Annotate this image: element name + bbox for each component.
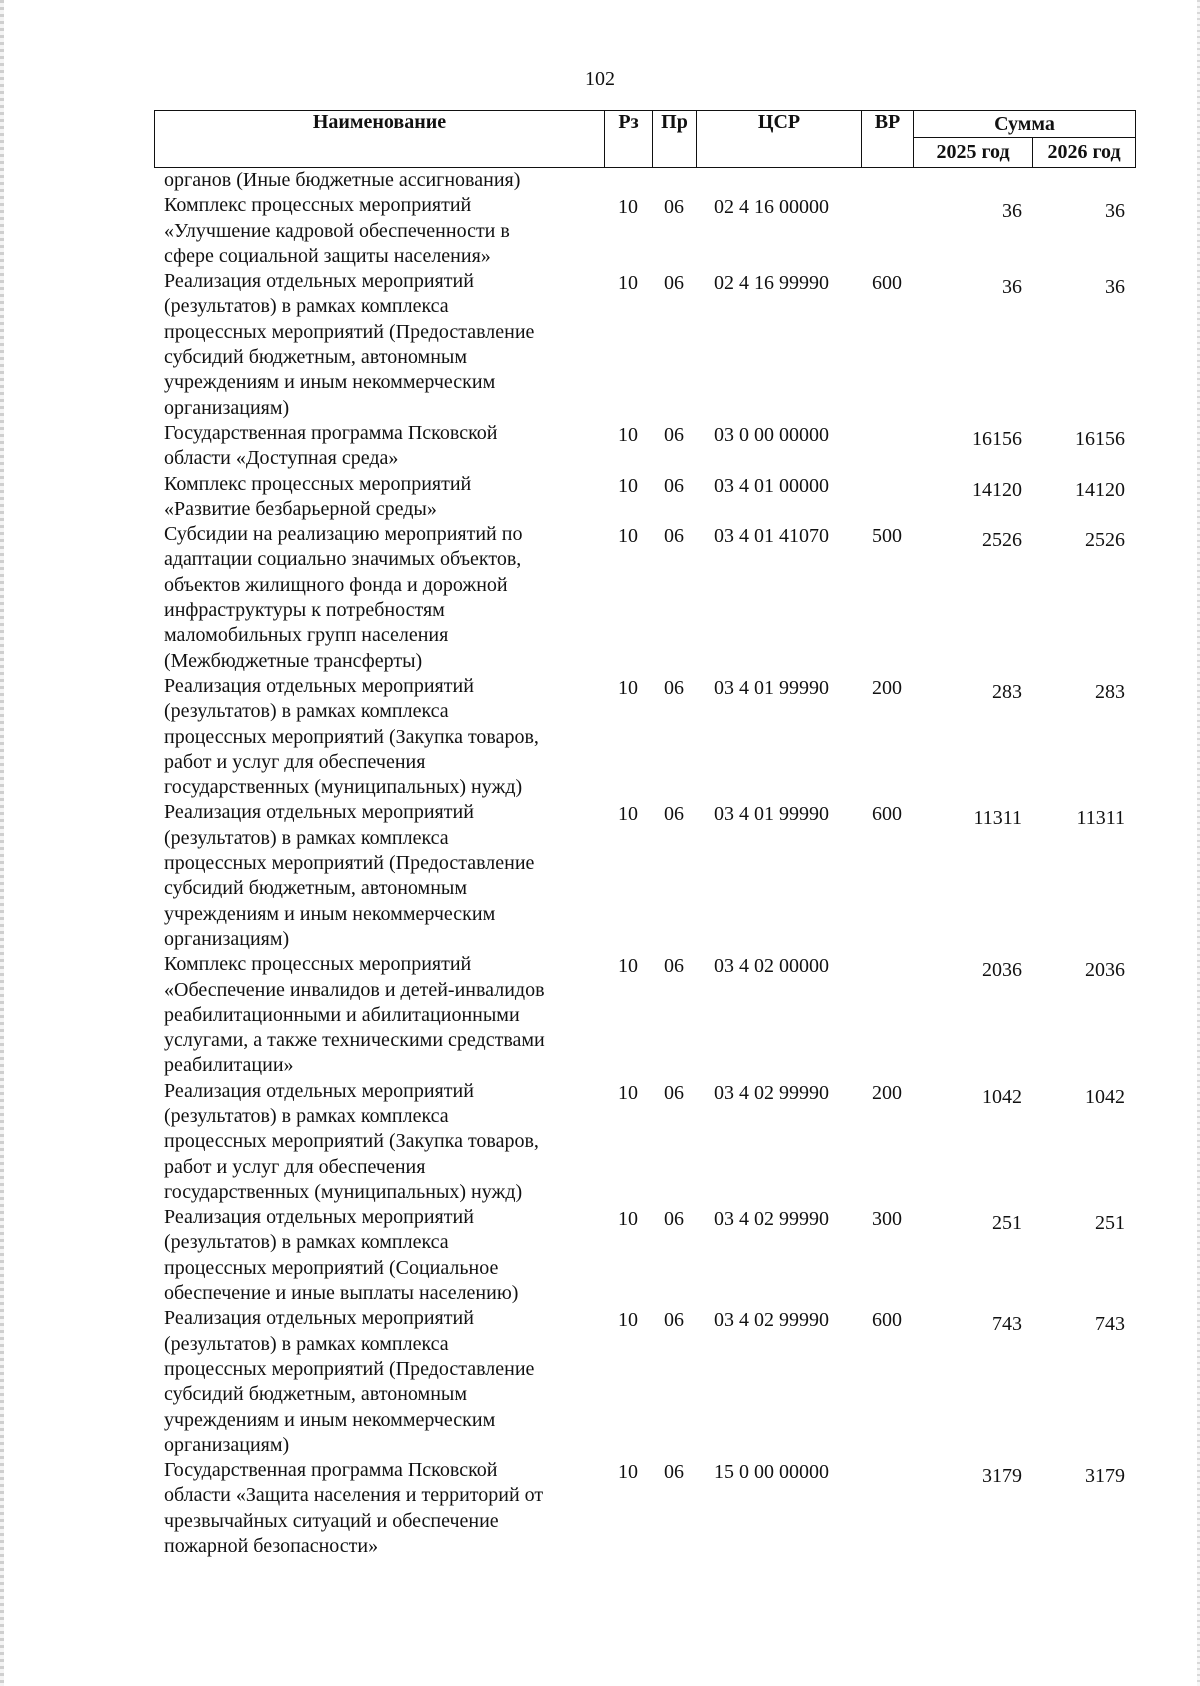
row-sum-2026: 283 — [1095, 680, 1125, 703]
row-rz: 10 — [618, 1309, 638, 1332]
row-name-line: организациям) — [164, 1433, 290, 1456]
row-sum-2025: 36 — [1002, 276, 1022, 299]
row-sum-2026: 2526 — [1085, 529, 1125, 552]
row-rz: 10 — [618, 1081, 638, 1104]
header-vr: ВР — [862, 111, 914, 168]
row-name-line: процессных мероприятий (Закупка товаров, — [164, 725, 539, 748]
table-row — [154, 674, 1135, 800]
row-pr: 06 — [664, 474, 684, 497]
row-name-line: Реализация отдельных мероприятий — [164, 674, 474, 697]
row-rz: 10 — [618, 803, 638, 826]
row-name — [154, 1458, 604, 1559]
row-name — [154, 421, 604, 472]
table-row — [154, 522, 1135, 674]
row-pr: 06 — [664, 1081, 684, 1104]
header-rz: Рз — [605, 111, 653, 168]
row-name-line: Реализация отдельных мероприятий — [164, 801, 474, 824]
row-name-line: организациям) — [164, 927, 290, 950]
row-name-line: субсидий бюджетным, автономным — [164, 877, 468, 900]
row-name-line: (Межбюджетные трансферты) — [164, 649, 423, 672]
row-csr: 03 4 02 99990 — [714, 1208, 829, 1231]
row-name-line: работ и услуг для обеспечения — [164, 1155, 426, 1178]
row-vr — [861, 472, 913, 523]
row-name-line: области «Доступная среда» — [164, 447, 399, 470]
row-csr: 03 4 01 00000 — [714, 474, 829, 497]
row-vr: 300 — [872, 1208, 902, 1231]
row-name-line: области «Защита населения и территорий от — [164, 1484, 544, 1507]
row-sum-2026: 16156 — [1075, 427, 1125, 450]
row-name-line: процессных мероприятий (Предоставление — [164, 852, 535, 875]
table-row — [154, 421, 1135, 472]
row-pr: 06 — [664, 525, 684, 548]
row-name-line: учреждениям и иным некоммерческим — [164, 371, 496, 394]
row-sum-2025: 16156 — [972, 427, 1022, 450]
row-rz — [604, 168, 652, 193]
row-vr: 200 — [872, 676, 902, 699]
row-name — [154, 1205, 604, 1306]
row-sum-2026: 11311 — [1076, 807, 1125, 830]
row-sum-2026: 1042 — [1085, 1085, 1125, 1108]
row-csr: 03 0 00 00000 — [714, 423, 829, 446]
row-pr: 06 — [664, 803, 684, 826]
header-pr: Пр — [653, 111, 697, 168]
row-name-line: «Развитие безбарьерной среды» — [164, 497, 437, 520]
row-vr: 600 — [872, 803, 902, 826]
table-row — [154, 168, 1135, 193]
row-vr: 200 — [872, 1081, 902, 1104]
row-name-line: процессных мероприятий (Предоставление — [164, 1357, 535, 1380]
row-vr — [861, 952, 913, 1078]
table-row — [154, 193, 1135, 269]
row-name-line: органов (Иные бюджетные ассигнования) — [164, 169, 521, 191]
row-name — [154, 193, 604, 269]
table-row — [154, 952, 1135, 1078]
row-pr: 06 — [664, 272, 684, 295]
row-sum-2026: 36 — [1105, 200, 1125, 223]
row-name-line: Реализация отдельных мероприятий — [164, 270, 474, 293]
row-vr — [861, 193, 913, 269]
row-sum-2025: 36 — [1002, 200, 1022, 223]
row-rz: 10 — [618, 955, 638, 978]
row-name-line: Государственная программа Псковской — [164, 1459, 498, 1482]
row-name-line: пожарной безопасности» — [164, 1535, 379, 1558]
row-name-line: процессных мероприятий (Предоставление — [164, 320, 535, 343]
row-vr — [861, 1458, 913, 1559]
row-pr: 06 — [664, 1208, 684, 1231]
row-name-line: адаптации социально значимых объектов, — [164, 548, 522, 571]
row-pr: 06 — [664, 196, 684, 219]
header-year-2026: 2026 год — [1033, 138, 1136, 168]
row-vr — [861, 421, 913, 472]
row-name — [154, 800, 604, 952]
row-name — [154, 952, 604, 1078]
row-sum-2025: 2036 — [982, 959, 1022, 982]
header-sum: Сумма — [914, 111, 1136, 138]
header-year-2025: 2025 год — [914, 138, 1033, 168]
row-sum-2026: 3179 — [1085, 1465, 1125, 1488]
table-body — [154, 168, 1135, 1559]
row-csr: 02 4 16 00000 — [714, 196, 829, 219]
row-sum-2026: 743 — [1095, 1313, 1125, 1336]
row-sum-2025: 11311 — [973, 807, 1022, 830]
row-vr: 600 — [872, 272, 902, 295]
row-name-line: услугами, а также техническими средствами — [164, 1029, 545, 1052]
row-name-line: Комплекс процессных мероприятий — [164, 953, 472, 976]
row-csr — [696, 168, 861, 193]
row-sum-2026: 251 — [1095, 1212, 1125, 1235]
row-name-line: процессных мероприятий (Закупка товаров, — [164, 1130, 539, 1153]
row-vr: 600 — [872, 1309, 902, 1332]
row-sum-2025: 3179 — [982, 1465, 1022, 1488]
row-name-line: субсидий бюджетным, автономным — [164, 1383, 468, 1406]
row-rz: 10 — [618, 196, 638, 219]
row-name-line: (результатов) в рамках комплекса — [164, 1104, 449, 1127]
page-number: 102 — [585, 68, 615, 90]
header-csr: ЦСР — [697, 111, 862, 168]
row-name-line: «Улучшение кадровой обеспеченности в — [164, 219, 510, 242]
row-name — [154, 269, 604, 421]
row-pr — [652, 168, 696, 193]
row-name — [154, 1079, 604, 1205]
row-name-line: субсидий бюджетным, автономным — [164, 346, 468, 369]
row-name-line: Реализация отдельных мероприятий — [164, 1079, 474, 1102]
row-name-line: обеспечение и иные выплаты населению) — [164, 1282, 519, 1305]
row-name — [154, 522, 604, 674]
table-row — [154, 800, 1135, 952]
row-sum-2026: 2036 — [1085, 959, 1125, 982]
row-sum-2025: 743 — [992, 1313, 1022, 1336]
row-name-line: работ и услуг для обеспечения — [164, 750, 426, 773]
row-name-line: Реализация отдельных мероприятий — [164, 1206, 474, 1229]
row-name-line: Субсидии на реализацию мероприятий по — [164, 523, 523, 546]
table-row — [154, 269, 1135, 421]
row-name-line: Комплекс процессных мероприятий — [164, 472, 472, 495]
row-name-line: государственных (муниципальных) нужд) — [164, 776, 523, 799]
row-vr: 500 — [872, 525, 902, 548]
row-name-line: учреждениям и иным некоммерческим — [164, 902, 496, 925]
row-name-line: (результатов) в рамках комплекса — [164, 1332, 449, 1355]
table-row — [154, 472, 1135, 523]
row-pr: 06 — [664, 1309, 684, 1332]
table-row — [154, 1079, 1135, 1205]
row-name — [154, 168, 604, 193]
row-name-line: инфраструктуры к потребностям — [164, 599, 445, 622]
row-sum-2025: 1042 — [982, 1085, 1022, 1108]
row-name-line: реабилитации» — [164, 1054, 294, 1077]
table-row — [154, 1205, 1135, 1306]
row-name-line: Реализация отдельных мероприятий — [164, 1307, 474, 1330]
row-csr: 03 4 01 41070 — [714, 525, 829, 548]
row-sum-2025 — [913, 168, 1032, 193]
row-csr: 03 4 02 00000 — [714, 955, 829, 978]
row-name-line: (результатов) в рамках комплекса — [164, 700, 449, 723]
row-name-line: сфере социальной защиты населения» — [164, 244, 491, 267]
row-rz: 10 — [618, 676, 638, 699]
row-name-line: (результатов) в рамках комплекса — [164, 1231, 449, 1254]
row-sum-2026: 14120 — [1075, 478, 1125, 501]
row-csr: 03 4 01 99990 — [714, 803, 829, 826]
row-name-line: государственных (муниципальных) нужд) — [164, 1180, 523, 1203]
table-header — [154, 110, 1136, 168]
row-name-line: реабилитационными и абилитационными — [164, 1003, 520, 1026]
row-csr: 15 0 00 00000 — [714, 1461, 829, 1484]
row-rz: 10 — [618, 1208, 638, 1231]
row-pr: 06 — [664, 955, 684, 978]
table-row — [154, 1458, 1135, 1559]
table-row — [154, 1306, 1135, 1458]
row-name-line: чрезвычайных ситуаций и обеспечение — [164, 1509, 499, 1532]
row-vr — [861, 168, 913, 193]
row-rz: 10 — [618, 525, 638, 548]
row-name — [154, 674, 604, 800]
row-name-line: (результатов) в рамках комплекса — [164, 826, 449, 849]
row-csr: 03 4 02 99990 — [714, 1309, 829, 1332]
row-name-line: учреждениям и иным некоммерческим — [164, 1408, 496, 1431]
row-sum-2026: 36 — [1105, 276, 1125, 299]
row-csr: 03 4 02 99990 — [714, 1081, 829, 1104]
row-name-line: Государственная программа Псковской — [164, 421, 498, 444]
row-sum-2026 — [1032, 168, 1135, 193]
row-sum-2025: 251 — [992, 1212, 1022, 1235]
header-name: Наименование — [155, 111, 605, 168]
row-csr: 03 4 01 99990 — [714, 676, 829, 699]
row-name-line: «Обеспечение инвалидов и детей-инвалидов — [164, 978, 545, 1001]
scan-edge-left — [0, 0, 4, 1686]
row-rz: 10 — [618, 1461, 638, 1484]
row-name-line: процессных мероприятий (Социальное — [164, 1256, 499, 1279]
row-pr: 06 — [664, 423, 684, 446]
row-name-line: объектов жилищного фонда и дорожной — [164, 573, 508, 596]
row-rz: 10 — [618, 272, 638, 295]
row-name-line: маломобильных групп населения — [164, 624, 449, 647]
row-name-line: Комплекс процессных мероприятий — [164, 194, 472, 217]
row-pr: 06 — [664, 676, 684, 699]
row-rz: 10 — [618, 474, 638, 497]
row-name — [154, 472, 604, 523]
row-pr: 06 — [664, 1461, 684, 1484]
row-name — [154, 1306, 604, 1458]
row-sum-2025: 14120 — [972, 478, 1022, 501]
row-sum-2025: 283 — [992, 680, 1022, 703]
row-name-line: (результатов) в рамках комплекса — [164, 295, 449, 318]
row-csr: 02 4 16 99990 — [714, 272, 829, 295]
row-name-line: организациям) — [164, 396, 290, 419]
row-sum-2025: 2526 — [982, 529, 1022, 552]
row-rz: 10 — [618, 423, 638, 446]
